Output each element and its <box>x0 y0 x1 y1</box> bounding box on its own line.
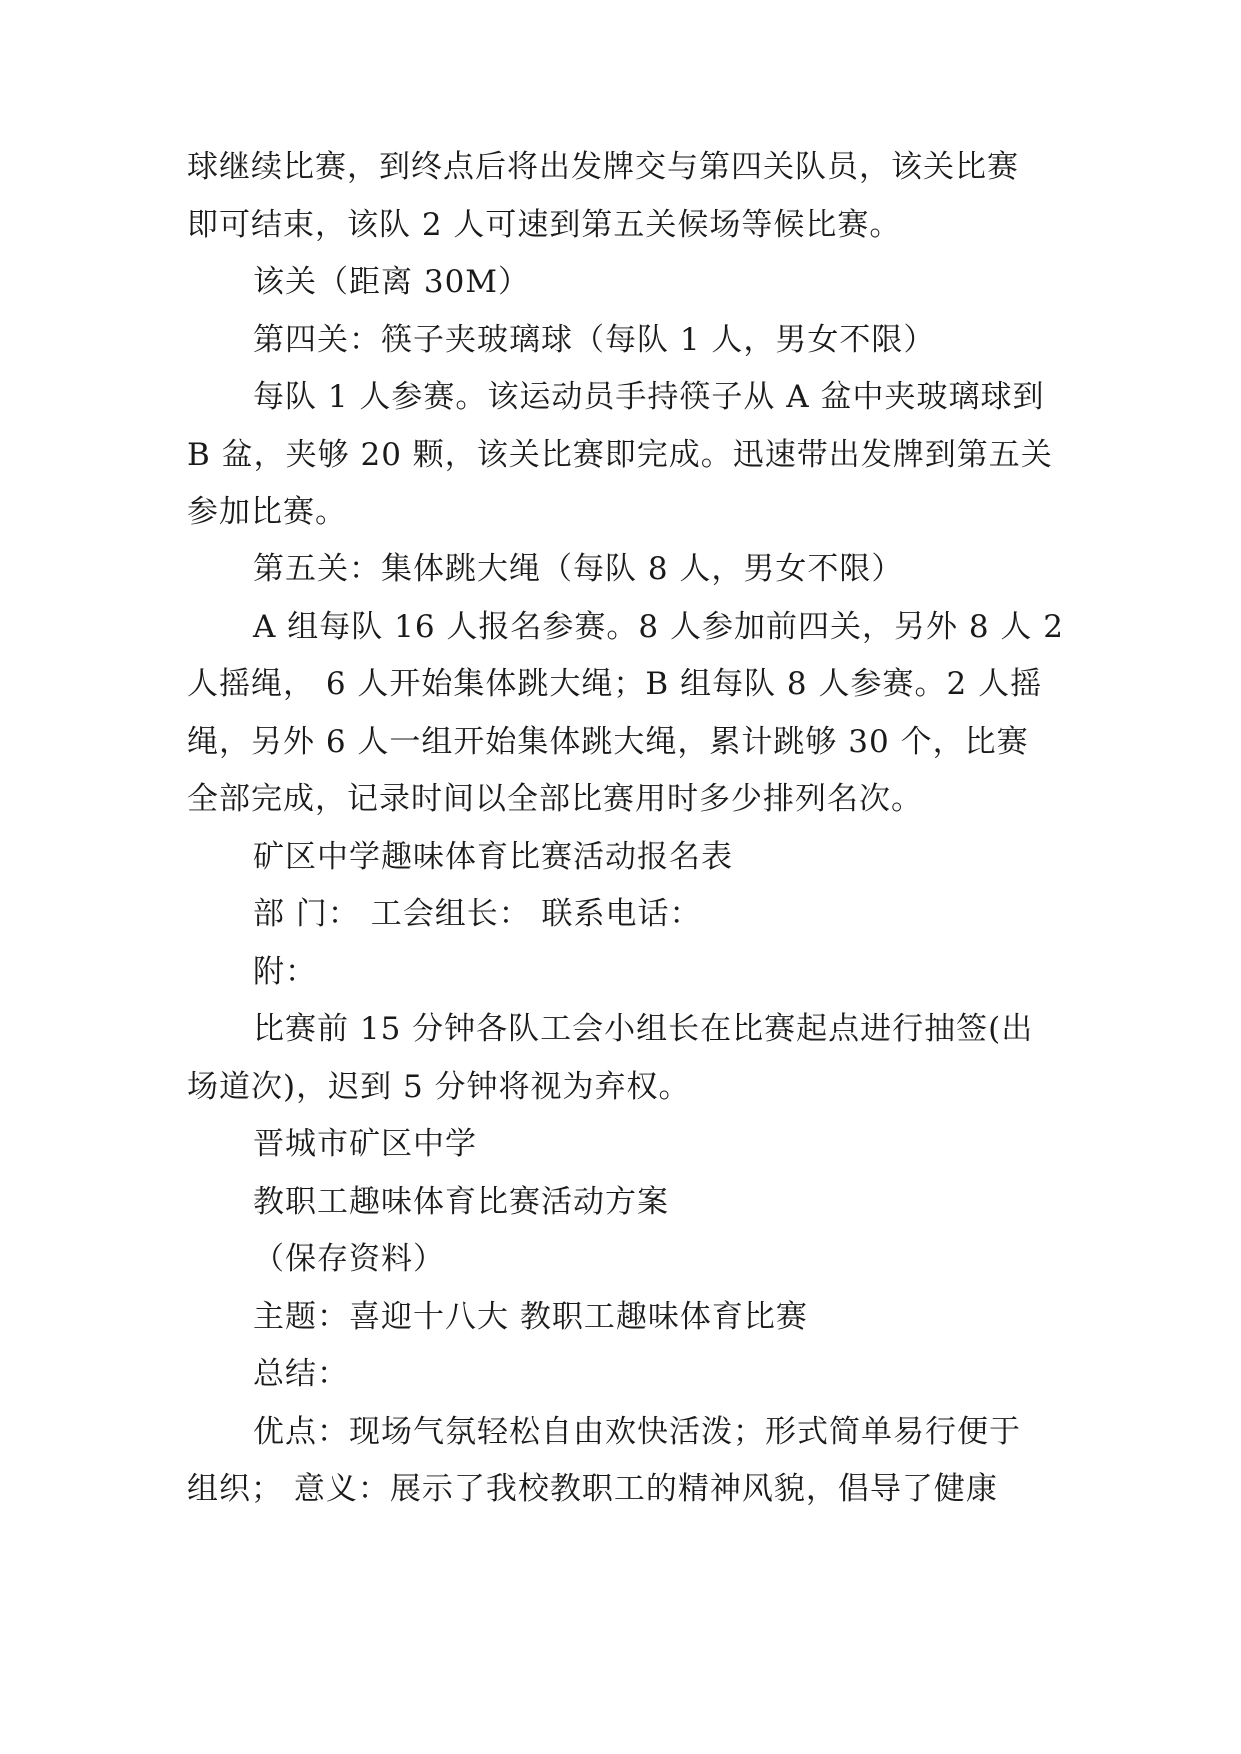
text-line: 该关（距离 30M） <box>253 264 531 300</box>
text-line: 每队 1 人参赛。该运动员手持筷子从 A 盆中夹玻璃球到 <box>253 379 1045 415</box>
theme-line: 主题：喜迎十八大 教职工趣味体育比赛 <box>253 1299 808 1335</box>
text-line: B 盆，夹够 20 颗，该关比赛即完成。迅速带出发牌到第五关 <box>187 437 1053 473</box>
text-line: 比赛前 15 分钟各队工会小组长在比赛起点进行抽签(出 <box>253 1011 1034 1047</box>
text-line: 即可结束，该队 2 人可速到第五关候场等候比赛。 <box>187 207 902 243</box>
summary-label: 总结： <box>253 1356 349 1392</box>
text-line: 人摇绳， 6 人开始集体跳大绳；B 组每队 8 人参赛。2 人摇 <box>187 666 1043 702</box>
school-name: 晋城市矿区中学 <box>253 1126 477 1162</box>
text-line: 组织； 意义：展示了我校教职工的精神风貌，倡导了健康 <box>187 1471 998 1507</box>
section-heading: 第四关：筷子夹玻璃球（每队 1 人，男女不限） <box>253 322 936 358</box>
text-line: A 组每队 16 人报名参赛。8 人参加前四关，另外 8 人 2 <box>253 609 1064 645</box>
text-line: 场道次)，迟到 5 分钟将视为弃权。 <box>187 1069 691 1105</box>
note-line: （保存资料） <box>253 1241 445 1277</box>
text-line: 球继续比赛，到终点后将出发牌交与第四关队员，该关比赛 <box>187 149 1019 185</box>
text-line: 参加比赛。 <box>187 494 347 530</box>
text-line: 绳，另外 6 人一组开始集体跳大绳，累计跳够 30 个，比赛 <box>187 724 1029 760</box>
form-title: 矿区中学趣味体育比赛活动报名表 <box>253 839 733 875</box>
appendix-label: 附： <box>253 954 317 990</box>
text-line: 全部完成，记录时间以全部比赛用时多少排列名次。 <box>187 781 923 817</box>
section-heading: 第五关：集体跳大绳（每队 8 人，男女不限） <box>253 551 904 587</box>
plan-title: 教职工趣味体育比赛活动方案 <box>253 1184 669 1220</box>
form-fields: 部 门： 工会组长： 联系电话： <box>253 896 702 932</box>
text-line: 优点：现场气氛轻松自由欢快活泼；形式简单易行便于 <box>253 1414 1021 1450</box>
